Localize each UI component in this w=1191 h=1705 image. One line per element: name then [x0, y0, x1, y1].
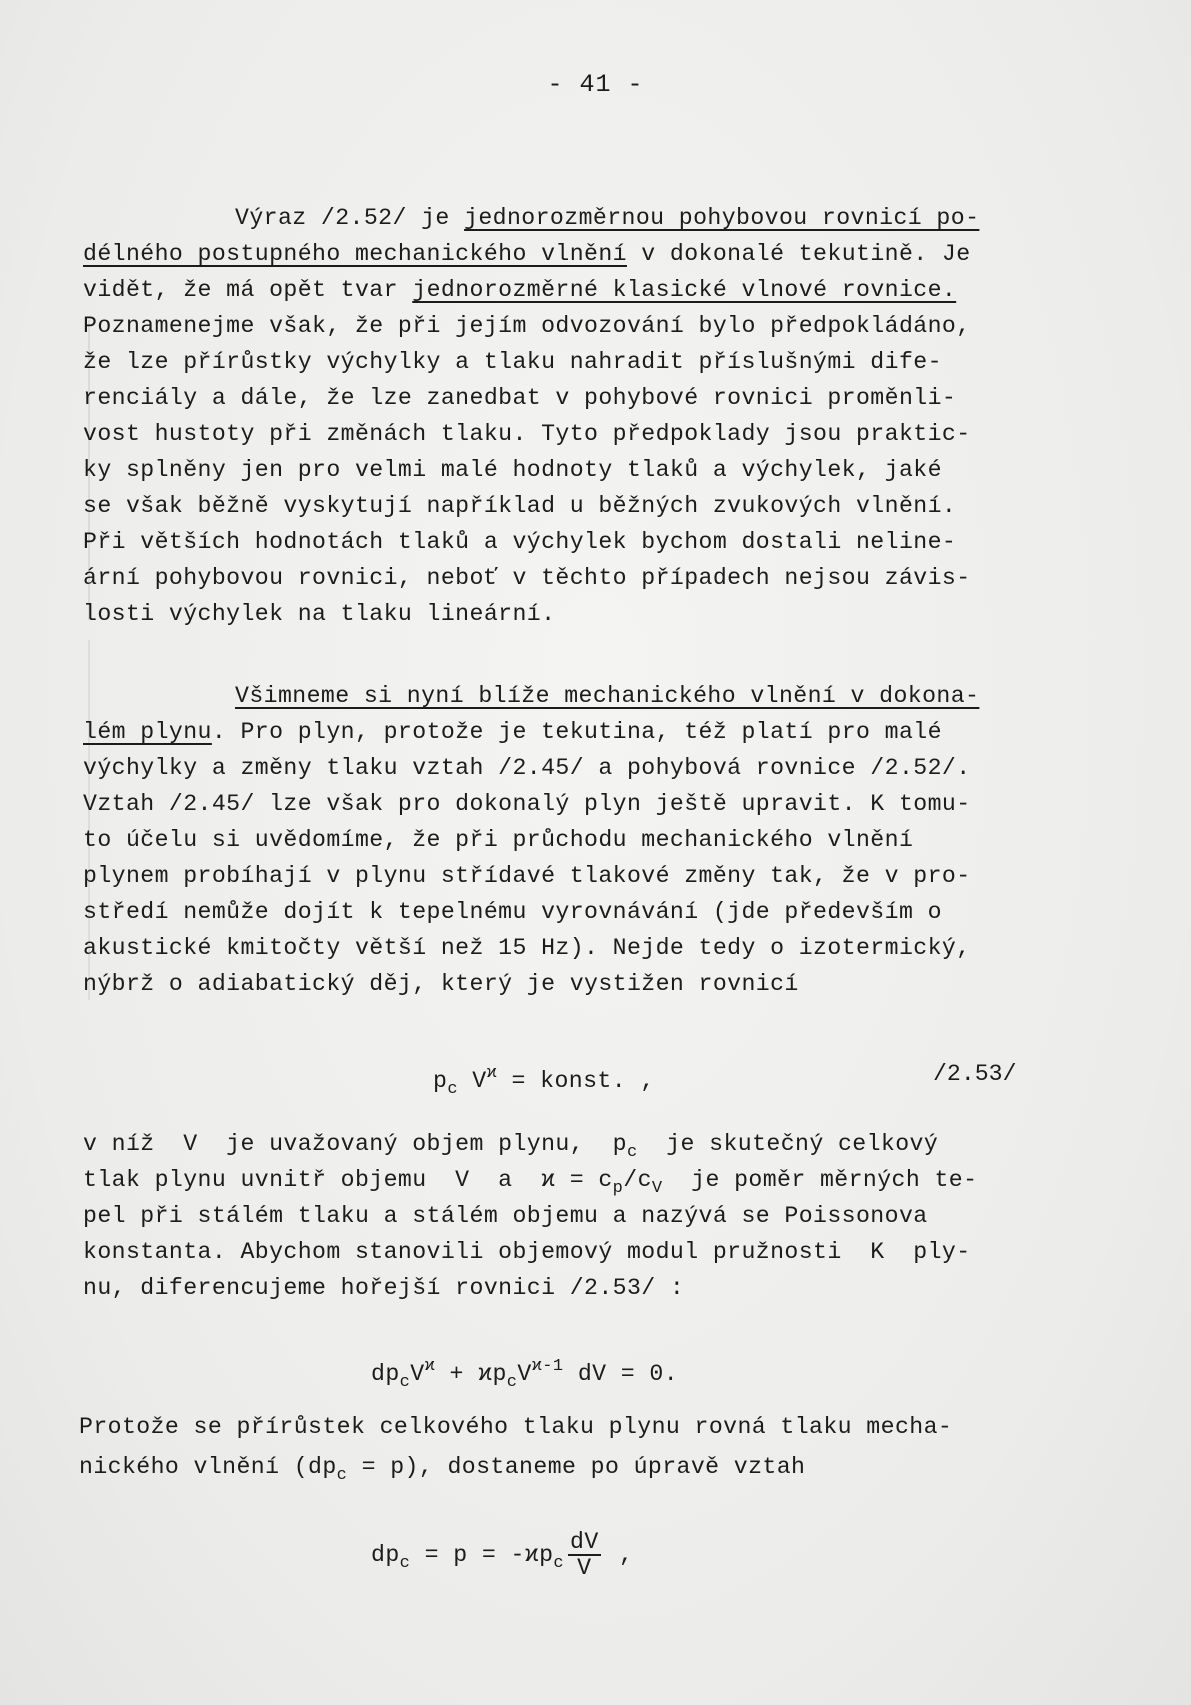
text-line: se však běžně vyskytují například u běžných zvukových vlnění. [83, 493, 957, 519]
text-line: Výraz /2.52/ je jednorozměrnou pohybovou rovnicí po- [235, 205, 980, 231]
text-line: že lze přírůstky výchylky a tlaku nahradit příslušnými dife- [83, 349, 942, 375]
text-line: renciály a dále, že lze zanedbat v pohybové rovnici proměnli- [83, 385, 957, 411]
equation-number: /2.53/ [933, 1061, 1017, 1087]
text-line: nického vlnění $(dp_c = p)$, dostaneme po úpravě vztah [79, 1454, 806, 1485]
text-line: Protože se přírůstek celkového tlaku plynu rovná tlaku mecha- [79, 1414, 953, 1440]
text-line: nu, diferencujeme hořejší rovnici /2.53/ : [83, 1275, 685, 1301]
text-line: plynem probíhají v plynu střídavé tlakové změny tak, že v pro- [83, 863, 971, 889]
text-line: Poznamenejme však, že při jejím odvozování bylo předpokládáno, [83, 313, 971, 339]
text-line: ární pohybovou rovnici, neboť v těchto případech nejsou závis- [83, 565, 971, 591]
text-line: losti výchylek na tlaku lineární. [83, 601, 556, 627]
text-line: vidět, že má opět tvar jednorozměrné klasické vlnové rovnice. [83, 277, 957, 303]
subscript-c: c [626, 1143, 638, 1162]
text-line: v níž V je uvažovaný objem plynu, $p_c$ je skutečný celkový [83, 1131, 939, 1162]
text-line: tlak plynu uvnitř objemu V a $ϰ = c_p/c_V$ je poměr měrných te- [83, 1167, 978, 1198]
text-line: to účelu si uvědomíme, že při průchodu mechanického vlnění [83, 827, 914, 853]
text-line: ky splněny jen pro velmi malé hodnoty tlaků a výchylek, jaké [83, 457, 942, 483]
text-line: vost hustoty při změnách tlaku. Tyto předpoklady jsou praktic- [83, 421, 971, 447]
page-number: - 41 - [547, 70, 644, 99]
text-line: výchylky a změny tlaku vztah /2.45/ a pohybová rovnice /2.52/. [83, 755, 971, 781]
text-line: Vztah /2.45/ lze však pro dokonalý plyn ještě upravit. K tomu- [83, 791, 971, 817]
equation-2-53: $p_c$ $V^ϰ$ = konst. , [433, 1064, 655, 1099]
text-line: nýbrž o adiabatický děj, který je vystižen rovnicí [83, 971, 799, 997]
text-line: lém plynu. Pro plyn, protože je tekutina, též platí pro malé [83, 719, 942, 745]
text-line: pel při stálém tlaku a stálém objemu a nazývá se Poissonova [83, 1203, 928, 1229]
text-line: Při větších hodnotách tlaků a výchylek bychom dostali neline- [83, 529, 957, 555]
fraction-dv-over-v: $\frac{dV}{V}$ [570, 1529, 599, 1581]
text-line: akustické kmitočty větší než 15 Hz). Nejde tedy o izotermický, [83, 935, 971, 961]
text-line: Všimneme si nyní blíže mechanického vlnění v dokona- [235, 683, 980, 709]
equation-differential: $dp_cV^ϰ + ϰp_cV^{ϰ-1}$ dV = 0. [371, 1357, 679, 1392]
equation-final: $dp_c = p = -ϰp_c$ $\frac{dV}{V}$ , [371, 1529, 634, 1581]
text-line: středí nemůže dojít k tepelnému vyrovnávání (jde především o [83, 899, 942, 925]
text-line: konstanta. Abychom stanovili objemový modul pružnosti K ply- [83, 1239, 971, 1265]
text-line: délného postupného mechanického vlnění v dokonalé tekutině. Je [83, 241, 971, 267]
